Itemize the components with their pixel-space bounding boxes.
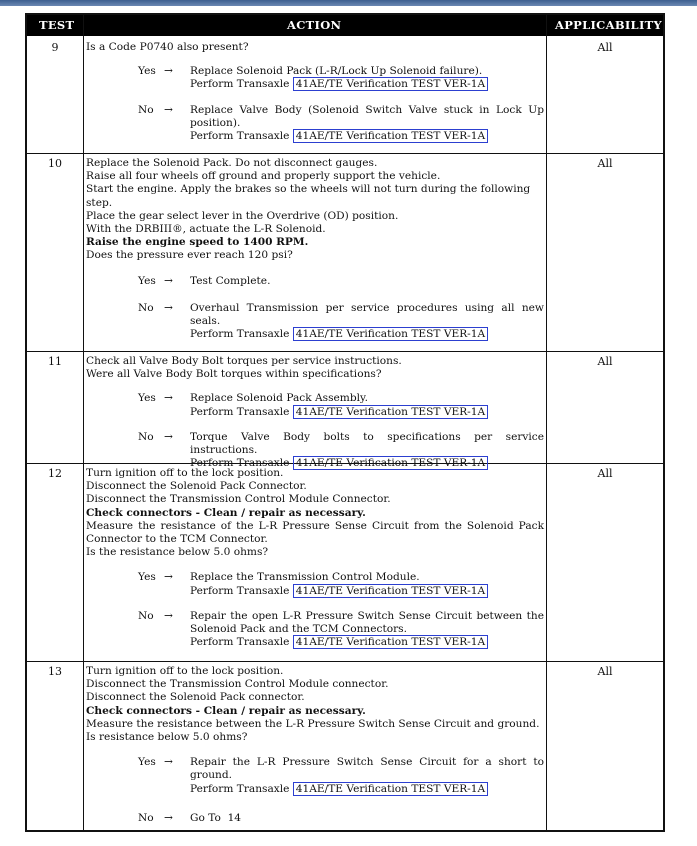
perform-text: Perform Transaxle — [190, 584, 290, 597]
verification-link[interactable]: 41AE/TE Verification TEST VER-1A — [293, 77, 488, 91]
branch-text: Overhaul Transmission per service procedures using all new seals. — [190, 301, 544, 328]
verification-link[interactable]: 41AE/TE Verification TEST VER-1A — [293, 327, 488, 341]
yes-branch — [86, 756, 544, 796]
test-number: 9 — [51, 41, 59, 54]
verification-link[interactable]: 41AE/TE Verification TEST VER-1A — [293, 635, 488, 649]
arrow-icon: → — [164, 392, 173, 405]
header-applicability: APPLICABILITY — [555, 18, 662, 32]
applicability-value: All — [597, 41, 613, 54]
action-line: Check all Valve Body Bolt torques per service instructions. — [86, 355, 402, 367]
perform-text: Perform Transaxle — [190, 636, 290, 649]
action-bold-line: Check connectors - Clean / repair as necessary. — [86, 506, 366, 519]
yes-branch — [86, 275, 544, 288]
action-line: Raise all four wheels off ground and properly support the vehicle. — [86, 170, 441, 183]
verification-link[interactable]: 41AE/TE Verification TEST VER-1A — [293, 405, 488, 419]
arrow-icon: → — [164, 430, 173, 443]
action-line: With the DRBIII®, actuate the L-R Solenoid. — [86, 223, 326, 236]
action-line: Turn ignition off to the lock position. — [86, 665, 284, 677]
diagnostic-table — [25, 13, 665, 832]
arrow-icon: → — [164, 65, 173, 78]
yes-branch — [86, 392, 544, 418]
table-header — [27, 15, 663, 36]
action-line: Measure the resistance of the L-R Pressure Sense Circuit from the Solenoid Pack Connector to the TCM Connector. — [86, 519, 544, 546]
branch-text: Replace Solenoid Pack (L-R/Lock Up Solenoid failure). — [190, 65, 483, 78]
column-divider — [83, 15, 84, 832]
perform-text: Perform Transaxle — [190, 457, 290, 470]
action-line: Start the engine. Apply the brakes so the wheels will not turn during the following step. — [86, 183, 531, 209]
verification-link[interactable]: 41AE/TE Verification TEST VER-1A — [293, 782, 488, 796]
test-action — [86, 41, 544, 143]
branch-text: Replace the Transmission Control Module. — [190, 571, 420, 584]
window-title-bar — [0, 0, 697, 6]
test-number: 12 — [48, 467, 62, 480]
action-question: Is resistance below 5.0 ohms? — [86, 731, 248, 744]
perform-text: Perform Transaxle — [190, 782, 290, 795]
arrow-icon: → — [164, 103, 173, 116]
no-branch — [86, 431, 544, 471]
branch-text: Test Complete. — [190, 274, 271, 287]
arrow-icon: → — [164, 609, 173, 622]
yes-branch — [86, 571, 544, 597]
branch-text: Torque Valve Body bolts to specifications per service instructions. — [190, 430, 544, 457]
verification-link[interactable]: 41AE/TE Verification TEST VER-1A — [293, 456, 488, 470]
header-test: TEST — [39, 18, 75, 32]
test-action — [86, 157, 544, 341]
no-label: No — [138, 609, 154, 622]
no-branch — [86, 302, 544, 342]
perform-text: Perform Transaxle — [190, 130, 290, 143]
action-line: Replace the Solenoid Pack. Do not disconnect gauges. — [86, 157, 378, 169]
arrow-icon: → — [164, 301, 173, 314]
arrow-icon: → — [164, 274, 173, 287]
action-line: Is a Code P0740 also present? — [86, 41, 249, 53]
action-line: Disconnect the Transmission Control Module Connector. — [86, 493, 391, 506]
action-bold-line: Check connectors - Clean / repair as necessary. — [86, 704, 366, 717]
action-line: Disconnect the Transmission Control Module connector. — [86, 678, 389, 691]
applicability-value: All — [597, 157, 613, 170]
action-question: Does the pressure ever reach 120 psi? — [86, 249, 293, 262]
no-branch — [86, 610, 544, 650]
no-label: No — [138, 811, 154, 824]
applicability-value: All — [597, 355, 613, 368]
verification-link[interactable]: 41AE/TE Verification TEST VER-1A — [293, 584, 488, 598]
action-question: Is the resistance below 5.0 ohms? — [86, 546, 269, 559]
perform-text: Perform Transaxle — [190, 405, 290, 418]
no-branch — [86, 812, 544, 825]
yes-label: Yes — [138, 65, 156, 78]
action-line: Disconnect the Solenoid Pack Connector. — [86, 480, 307, 493]
no-label: No — [138, 430, 154, 443]
applicability-value: All — [597, 467, 613, 480]
test-number: 10 — [48, 157, 62, 170]
row-divider — [27, 351, 663, 352]
branch-text: Repair the L-R Pressure Switch Sense Circuit for a short to ground. — [190, 756, 544, 782]
perform-text: Perform Transaxle — [190, 328, 290, 341]
no-label: No — [138, 103, 154, 116]
test-number: 11 — [48, 355, 62, 368]
test-action — [86, 355, 544, 470]
action-bold-line: Raise the engine speed to 1400 RPM. — [86, 236, 309, 249]
row-divider — [27, 153, 663, 154]
no-branch — [86, 104, 544, 144]
test-action — [86, 665, 544, 825]
goto-text[interactable]: Go To 14 — [190, 811, 242, 824]
arrow-icon: → — [164, 756, 173, 769]
yes-label: Yes — [138, 274, 156, 287]
test-number: 13 — [48, 665, 62, 678]
branch-text: Replace Solenoid Pack Assembly. — [190, 392, 368, 405]
yes-label: Yes — [138, 571, 156, 584]
action-line: Were all Valve Body Bolt torques within specifications? — [86, 368, 382, 381]
action-line: Measure the resistance between the L-R Pressure Switch Sense Circuit and ground. — [86, 717, 540, 730]
header-action: ACTION — [287, 18, 342, 32]
column-divider — [546, 15, 547, 832]
row-divider — [27, 661, 663, 662]
branch-text: Repair the open L-R Pressure Switch Sense Circuit between the Solenoid Pack and the TCM Connectors. — [190, 609, 544, 636]
yes-label: Yes — [138, 392, 156, 405]
yes-label: Yes — [138, 756, 156, 769]
branch-text: Replace Valve Body (Solenoid Switch Valve stuck in Lock Up position). — [190, 103, 544, 129]
action-line: Disconnect the Solenoid Pack connector. — [86, 691, 305, 704]
yes-branch — [86, 65, 544, 91]
action-line: Place the gear select lever in the Overdrive (OD) position. — [86, 209, 399, 222]
verification-link[interactable]: 41AE/TE Verification TEST VER-1A — [293, 129, 488, 143]
arrow-icon: → — [164, 811, 173, 824]
applicability-value: All — [597, 665, 613, 678]
no-label: No — [138, 301, 154, 314]
arrow-icon: → — [164, 571, 173, 584]
test-action — [86, 467, 544, 649]
perform-text: Perform Transaxle — [190, 78, 290, 91]
action-line: Turn ignition off to the lock position. — [86, 467, 284, 479]
